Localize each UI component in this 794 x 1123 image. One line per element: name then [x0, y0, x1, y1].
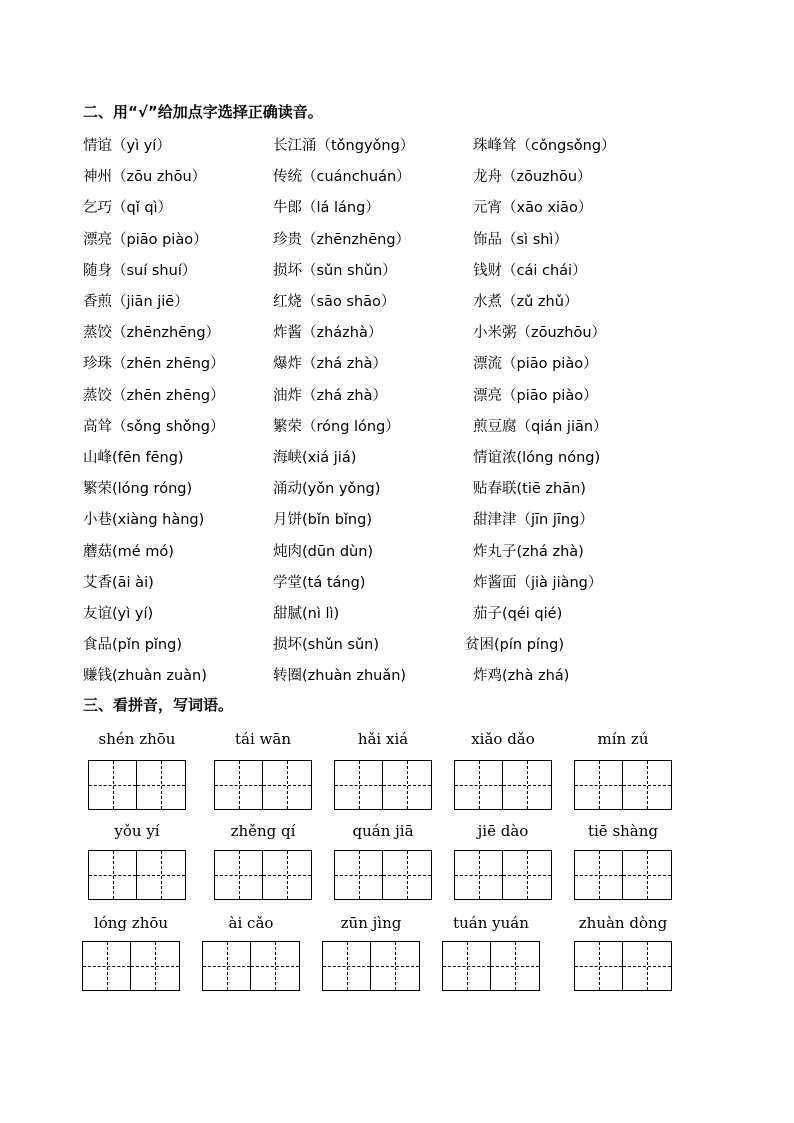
- character-box[interactable]: [131, 942, 179, 990]
- character-box[interactable]: [623, 761, 671, 809]
- reading-choice-item: 龙舟（zōuzhōu）: [473, 169, 592, 186]
- reading-choice-item: 漂流（piāo piào）: [473, 356, 598, 373]
- character-box[interactable]: [455, 761, 503, 809]
- guide-line-horizontal: [89, 785, 136, 786]
- pinyin-prompt: lóng zhōu: [93, 914, 169, 932]
- writing-grid[interactable]: [322, 941, 420, 991]
- guide-line-horizontal: [263, 875, 311, 876]
- guide-line-horizontal: [131, 966, 179, 967]
- reading-choice-item: 高耸（sǒng shǒng）: [83, 418, 225, 435]
- pinyin-prompt: zūn jìng: [340, 914, 402, 932]
- writing-grid[interactable]: [334, 760, 432, 810]
- reading-choice-item: 钱财（cái chái）: [473, 262, 587, 279]
- character-box[interactable]: [335, 761, 383, 809]
- reading-choice-item: 小巷(xiàng hàng): [83, 512, 205, 529]
- reading-choice-item: 涌动(yǒn yǒng): [273, 481, 381, 498]
- character-box[interactable]: [89, 851, 137, 899]
- reading-choice-item: 损坏（sǔn shǔn）: [273, 262, 397, 279]
- guide-line-horizontal: [203, 966, 250, 967]
- reading-choice-item: 情谊浓(lóng nóng): [473, 450, 601, 466]
- reading-choice-item: 损坏(shǔn sǔn): [273, 637, 379, 654]
- character-box[interactable]: [137, 851, 185, 899]
- reading-choice-item: 海峡(xiá jiá): [273, 450, 357, 466]
- character-box[interactable]: [503, 761, 551, 809]
- character-box[interactable]: [263, 761, 311, 809]
- reading-choice-item: 贴春联(tiē zhān): [473, 481, 586, 498]
- reading-choice-item: 赚钱(zhuàn zuàn): [83, 668, 207, 685]
- pinyin-prompt: tuán yuán: [453, 914, 529, 932]
- reading-choice-item: 情谊（yì yí）: [83, 138, 171, 154]
- guide-line-horizontal: [455, 785, 502, 786]
- character-box[interactable]: [455, 851, 503, 899]
- reading-choice-item: 蒸饺（zhēnzhēng）: [83, 325, 221, 342]
- character-box[interactable]: [137, 761, 185, 809]
- writing-grid[interactable]: [214, 760, 312, 810]
- guide-line-horizontal: [443, 966, 490, 967]
- character-box[interactable]: [371, 942, 419, 990]
- pinyin-prompt: hǎi xiá: [357, 730, 409, 748]
- character-box[interactable]: [263, 851, 311, 899]
- character-box[interactable]: [203, 942, 251, 990]
- guide-line-horizontal: [371, 966, 419, 967]
- reading-choice-item: 繁荣(lóng róng): [83, 481, 193, 498]
- character-box[interactable]: [623, 851, 671, 899]
- reading-choice-item: 煎豆腐（qián jiān）: [473, 418, 608, 435]
- guide-line-horizontal: [137, 785, 185, 786]
- pinyin-prompt: yǒu yí: [114, 822, 160, 840]
- guide-line-horizontal: [83, 966, 130, 967]
- pinyin-prompt: mín zú: [597, 730, 649, 748]
- writing-grid[interactable]: [202, 941, 300, 991]
- reading-choice-item: 贫困(pín píng): [465, 637, 564, 654]
- guide-line-horizontal: [455, 875, 502, 876]
- character-box[interactable]: [89, 761, 137, 809]
- pinyin-prompt: zhuàn dòng: [578, 914, 668, 932]
- reading-choice-item: 红烧（sāo shāo）: [273, 294, 396, 310]
- reading-choice-item: 食品(pǐn pǐng): [83, 637, 182, 654]
- writing-grid[interactable]: [88, 850, 186, 900]
- guide-line-horizontal: [503, 875, 551, 876]
- guide-line-horizontal: [383, 785, 431, 786]
- reading-choice-item: 小米粥（zōuzhōu）: [473, 325, 607, 342]
- guide-line-horizontal: [623, 966, 671, 967]
- reading-choice-item: 甜津津（jīn jīng）: [473, 512, 594, 529]
- guide-line-horizontal: [503, 785, 551, 786]
- guide-line-horizontal: [89, 875, 136, 876]
- section-2-title: 二、用“√”给加点字选择正确读音。: [83, 103, 323, 121]
- reading-choice-item: 随身（suí shuí）: [83, 262, 197, 279]
- character-box[interactable]: [491, 942, 539, 990]
- writing-grid[interactable]: [214, 850, 312, 900]
- reading-choice-item: 炖肉(dūn dùn): [273, 543, 374, 560]
- guide-line-horizontal: [623, 875, 671, 876]
- reading-choice-item: 水煮（zǔ zhǔ）: [473, 294, 579, 310]
- guide-line-horizontal: [575, 966, 622, 967]
- guide-line-horizontal: [215, 785, 262, 786]
- reading-choice-item: 珍珠（zhēn zhēng）: [83, 356, 225, 373]
- reading-choice-item: 传统（cuánchuán）: [273, 169, 411, 186]
- character-box[interactable]: [383, 761, 431, 809]
- reading-choice-item: 茄子(qéi qié): [473, 606, 563, 622]
- reading-choice-item: 香煎（jiān jiē）: [83, 294, 189, 310]
- writing-grid[interactable]: [88, 760, 186, 810]
- reading-choice-item: 炸酱面（jià jiàng）: [473, 574, 603, 591]
- reading-choice-item: 山峰(fēn fēng): [83, 450, 184, 466]
- guide-line-horizontal: [323, 966, 370, 967]
- guide-line-horizontal: [335, 875, 382, 876]
- character-box[interactable]: [335, 851, 383, 899]
- writing-grid[interactable]: [82, 941, 180, 991]
- character-box[interactable]: [575, 851, 623, 899]
- character-box[interactable]: [83, 942, 131, 990]
- guide-line-horizontal: [623, 785, 671, 786]
- reading-choice-item: 繁荣（róng lóng）: [273, 418, 400, 435]
- character-box[interactable]: [443, 942, 491, 990]
- reading-choice-item: 牛郎（lá láng）: [273, 200, 380, 217]
- character-box[interactable]: [575, 761, 623, 809]
- writing-grid[interactable]: [574, 941, 672, 991]
- pinyin-prompt: ài cǎo: [228, 914, 274, 932]
- section-3-title: 三、看拼音，写词语。: [83, 696, 234, 714]
- reading-choice-item: 珠峰耸（cǒngsǒng）: [473, 138, 616, 154]
- writing-grid[interactable]: [454, 760, 552, 810]
- character-box[interactable]: [623, 942, 671, 990]
- reading-choice-item: 漂亮（piāo piào）: [83, 231, 208, 248]
- character-box[interactable]: [323, 942, 371, 990]
- character-box[interactable]: [575, 942, 623, 990]
- character-box[interactable]: [383, 851, 431, 899]
- character-box[interactable]: [215, 851, 263, 899]
- reading-choice-item: 饰品（sì shì）: [473, 231, 568, 248]
- guide-line-horizontal: [383, 875, 431, 876]
- reading-choice-item: 油炸（zhá zhà）: [273, 387, 387, 404]
- reading-choice-item: 甜腻(nì lì): [273, 606, 340, 622]
- character-box[interactable]: [251, 942, 299, 990]
- character-box[interactable]: [503, 851, 551, 899]
- guide-line-horizontal: [335, 785, 382, 786]
- reading-choice-item: 乞巧（qǐ qì）: [83, 200, 173, 217]
- pinyin-prompt: zhěng qí: [230, 822, 296, 840]
- writing-grid[interactable]: [454, 850, 552, 900]
- reading-choice-item: 学堂(tá táng): [273, 574, 366, 591]
- guide-line-horizontal: [215, 875, 262, 876]
- reading-choice-item: 神州（zōu zhōu）: [83, 169, 207, 186]
- reading-choice-item: 月饼(bǐn bǐng): [273, 512, 372, 529]
- reading-choice-item: 元宵（xāo xiāo）: [473, 200, 593, 217]
- reading-choice-item: 炸丸子(zhá zhà): [473, 543, 584, 560]
- pinyin-prompt: tiē shàng: [587, 822, 659, 840]
- guide-line-horizontal: [575, 875, 622, 876]
- writing-grid[interactable]: [574, 760, 672, 810]
- reading-choice-item: 艾香(āi ài): [83, 574, 154, 591]
- guide-line-horizontal: [251, 966, 299, 967]
- writing-grid[interactable]: [574, 850, 672, 900]
- pinyin-prompt: jiē dào: [477, 822, 529, 840]
- pinyin-prompt: shén zhōu: [98, 730, 176, 748]
- reading-choice-item: 蒸饺（zhēn zhēng）: [83, 387, 225, 404]
- writing-grid[interactable]: [442, 941, 540, 991]
- reading-choice-item: 爆炸（zhá zhà）: [273, 356, 387, 373]
- reading-choice-item: 珍贵（zhēnzhēng）: [273, 231, 411, 248]
- pinyin-prompt: xiǎo dǎo: [471, 730, 535, 748]
- pinyin-prompt: tái wān: [235, 730, 291, 748]
- guide-line-horizontal: [137, 875, 185, 876]
- reading-choice-item: 蘑菇(mé mó): [83, 543, 174, 560]
- guide-line-horizontal: [491, 966, 539, 967]
- pinyin-prompt: quán jiā: [352, 822, 414, 840]
- reading-choice-item: 炸鸡(zhà zhá): [473, 668, 570, 685]
- reading-choice-item: 长江涌（tǒngyǒng）: [273, 138, 415, 154]
- character-box[interactable]: [215, 761, 263, 809]
- writing-grid[interactable]: [334, 850, 432, 900]
- reading-choice-item: 炸酱（zházhà）: [273, 325, 383, 342]
- reading-choice-item: 漂亮（piāo piào）: [473, 387, 598, 404]
- reading-choice-item: 转圈(zhuàn zhuǎn): [273, 668, 407, 685]
- reading-choice-item: 友谊(yì yí): [83, 606, 154, 622]
- guide-line-horizontal: [575, 785, 622, 786]
- guide-line-horizontal: [263, 785, 311, 786]
